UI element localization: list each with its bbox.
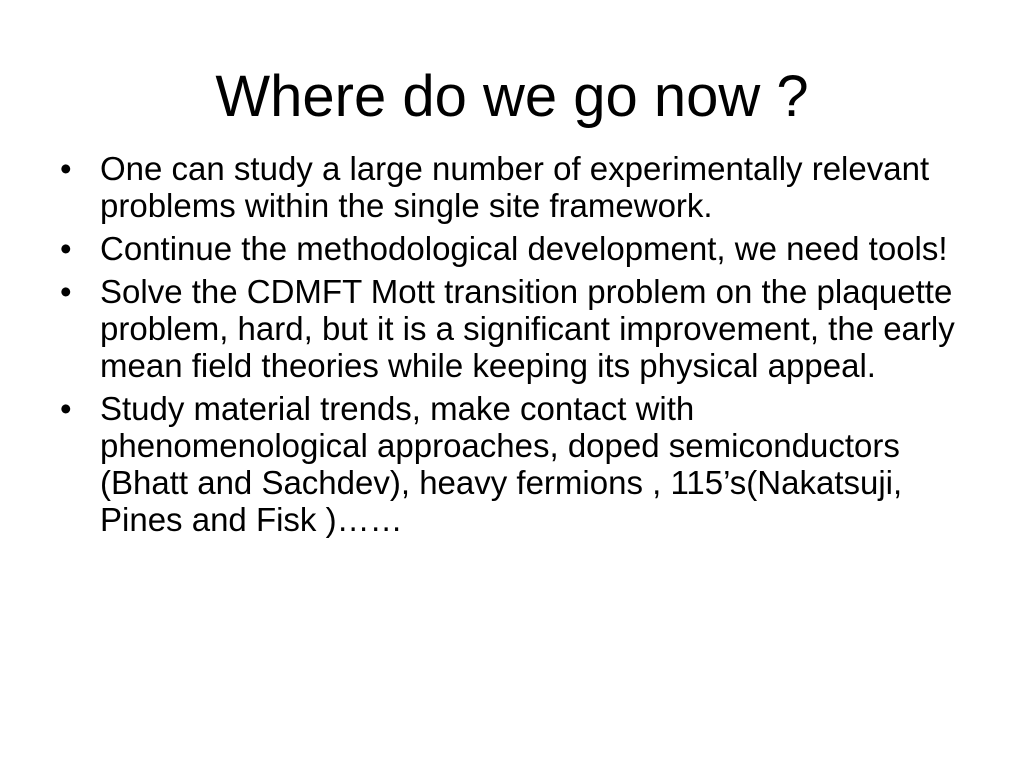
bullet-item [60,230,970,267]
bullet-item [60,150,970,224]
bullet-icon: • [60,230,72,267]
slide-title: Where do we go now ? [215,64,809,129]
bullet-text: Solve the CDMFT Mott transition problem on the plaquette problem, hard, but it is a significant improvement, the early mean field theories while keeping its physical appeal. [100,273,955,384]
bullet-text: Study material trends, make contact with phenomenological approaches, doped semiconductors (Bhatt and Sachdev), heavy fermions , 115’s(Nakatsuji, Pines and Fisk )…… [100,390,903,538]
bullet-text: Continue the methodological development, we need tools! [100,230,948,267]
bullet-item [60,390,970,538]
bullet-list [60,150,970,544]
bullet-icon: • [60,150,72,187]
bullet-icon: • [60,273,72,310]
bullet-item [60,273,970,384]
bullet-text: One can study a large number of experimentally relevant problems within the single site framework. [100,150,930,224]
bullet-icon: • [60,390,72,427]
